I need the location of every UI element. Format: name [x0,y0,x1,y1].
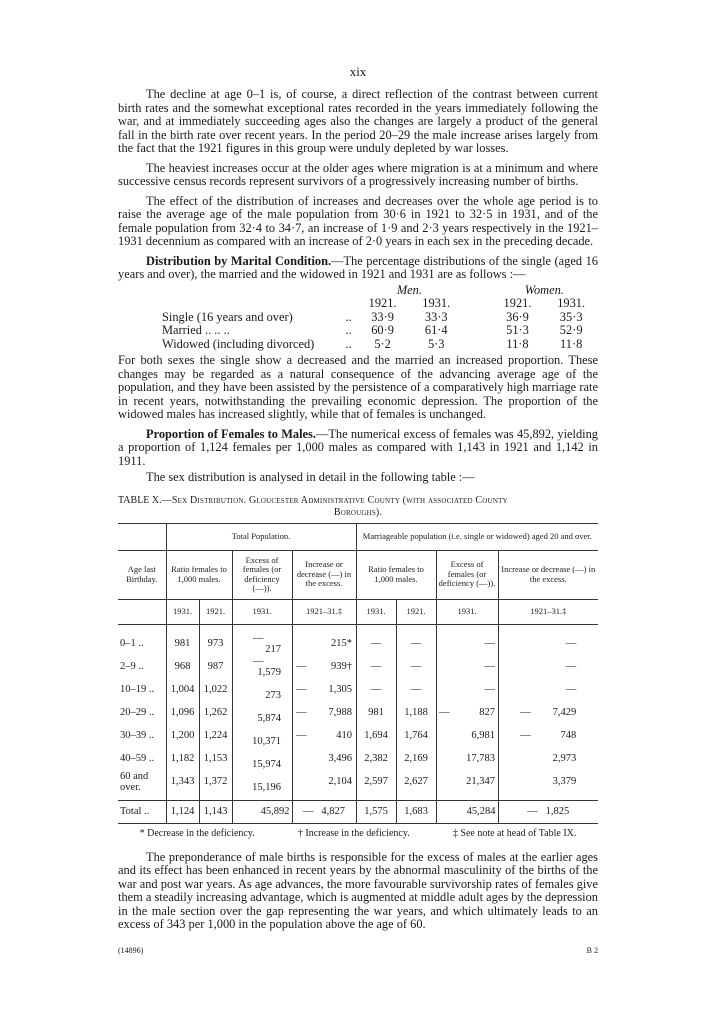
table-cell: 1,096 [166,702,199,725]
table-cell: 1,022 [199,679,232,702]
group-total-population: Total Population. [166,523,356,550]
table-cell: 973 [199,624,232,656]
table-row: Widowed (including divorced) .. 5·2 5·3 11·8 11·8 [162,336,583,351]
table-cell: 20–29 .. [118,702,166,725]
table-cell: — 939† [292,656,356,679]
table-row: Single (16 years and over) .. 33·9 33·3 36·9 35·3 [162,309,583,324]
table-cell: — [436,656,498,679]
table-cell: 1,200 [166,725,199,748]
table-cell: — 7,429 [520,707,577,719]
table-cell: 1,764 [396,725,436,748]
table-cell: 2,169 [396,748,436,771]
year-header: 1921. [368,296,397,310]
table-cell: 1,694 [356,725,396,748]
table-cell: 5,874 [232,702,292,725]
table-cell: 40–59 .. [118,748,166,771]
table-cell: 1,224 [199,725,232,748]
table-cell: 2,973 [552,753,577,765]
table-cell: — 410 [292,725,356,748]
table-cell: — [436,679,498,702]
table-title: —Sex Distribution. Gloucester Administrative County (with associated County [161,494,508,506]
table-cell: 1,188 [396,702,436,725]
table-cell: — 748 [520,730,577,742]
table-cell: 2,104 [292,771,356,794]
table-cell: 1,004 [166,679,199,702]
document-page [118,64,598,932]
paragraph-females [118,428,598,469]
paragraph-average-age: The effect of the distribution of increases and decreases over the whole age period is to raise the average age of the male population from 30·6 in 1921 to 32·5 in 1931, and of the female population from 32·4 to 34·7, an increase of 1·9 and 2·3 years respectively in the 1921–1931 decennium as compared with an increase of 2·0 years in each sex in the preceding decade. [118,193,598,248]
table-body [118,624,598,800]
table-cell: 1,343 [166,771,199,794]
table-cell: 1,153 [199,748,232,771]
table-cell: 981 [356,702,396,725]
table-cell: — [565,661,577,673]
table-row [118,656,598,679]
footnote-1: * Decrease in the deficiency. [139,827,255,839]
paragraph-table-intro: The sex distribution is analysed in detail in the following table :— [146,470,475,484]
table-cell: 215* [292,624,356,656]
table-row [118,624,598,656]
table-title-cont: Boroughs). [333,506,383,518]
table-row [118,771,598,794]
table-row [118,679,598,702]
group-marriageable: Marriageable population (i.e. single or widowed) aged 20 and over. [362,530,592,541]
table-row [118,725,598,748]
table-cell: 987 [199,656,232,679]
table-cell: — [565,684,577,696]
paragraph-marital [118,255,598,282]
table-cell: 1,182 [166,748,199,771]
marital-heading: Distribution by Marital Condition. [146,253,332,268]
sex-distribution-table: Total Population. Marriageable population (i.e. single or widowed) aged 20 and over. Age last Birthday. Ratio females to 1,000 males. Excess of females (or deficiency (—)). Increase or decrease (—) in the excess. Ratio females to 1,000 males. Excess of females (or deficiency (—)). Increase or decrease (—) in the excess. 1931. 1921. 1931. 1921–31.‡ 1931. 1921. 1931. 1921–31.‡ 0–1 .. 981 973 —217 215* — — — — 2–9 .. 968 987 —1,579 — 939† — — — — 10–19 .. 1,004 1,022 273 — 1,305 — — — — 20–29 .. 1,096 1,262 5,874 — 7,988 981 1,188 — 827 — 7,429 30–39 .. 1,200 1,224 10,371 — 410 1,694 1,764 6,981 — 748 40–59 .. 1,182 1,153 15,974 3,496 2,382 2,169 17,783 2,973 60 and over. 1,343 1,372 15,196 2,104 2,597 2,627 21,347 3,379 Total .. 1,124 1,143 45,892 — 4,827 1,575 1,683 45,284 — 1,825 [118,523,598,824]
table-cell: 17,783 [436,748,498,771]
table-cell: 60 and over. [118,771,166,794]
marital-text: —The percentage distributions of the single (aged 16 years and over), the married and the widowed in 1921 and 1931 are as follows :— [118,253,598,281]
table-cell: 1,262 [199,702,232,725]
table-cell: 273 [232,679,292,702]
women-label: Women. [524,282,564,297]
table-cell: 6,981 [436,725,498,748]
paragraph-marital-after: For both sexes the single show a decreased and the married an increased proportion. These changes may be regarded as a natural consequence of the advancing average age of the population, and they have been assisted by the persistence of a comparatively high marriage rate in recent years, notwithstanding the prevailing economic depression. The proportion of the widowed males has increased slightly, while that of females is unchanged. [118,353,598,421]
table-cell: 10,371 [232,725,292,748]
col-excess: Excess of females (or deficiency (—)). [232,550,292,599]
females-text: —The numerical excess of females was 45,892, yielding a proportion of 1,124 females per 1,000 males as compared with 1,143 in 1921 and 1,142 in 1911. [118,426,598,468]
col-excess: Excess of females (or deficiency (—)). [436,550,498,599]
table-cell: 15,196 [232,771,292,794]
table-cell: — [396,656,436,679]
table-cell: — 1,305 [292,679,356,702]
table-cell: — [396,679,436,702]
table-cell: — [396,624,436,656]
table-cell: — 7,988 [292,702,356,725]
marital-table [158,284,598,352]
table-cell: — [356,656,396,679]
table-cell: — [356,624,396,656]
table-cell: — [356,679,396,702]
col-increase: Increase or decrease (—) in the excess. [292,550,356,599]
table-cell: 3,379 [552,776,577,788]
paragraph-heaviest-increases: The heaviest increases occur at the older ages where migration is at a minimum and where successive census records represent survivors of a progressively increasing number of births. [118,160,598,188]
table-cell: 21,347 [436,771,498,794]
table-cell: 981 [166,624,199,656]
footnote-3: ‡ See note at head of Table IX. [452,827,577,839]
table-cell: — 827 [436,702,498,725]
year-header: 1931. [557,296,586,310]
paragraph-male-births: The preponderance of male births is responsible for the excess of males at the earlier ages and its effect has been enhanced in recent years by the abnormal masculinity of the births of the war and post war years. As age advances, the more favourable survivorship rates of females give them a steadily increasing advantage, which is augmented at middle adult ages by the depression in the male section over the gap representing the war years, and which ultimately leads to an excess of 343 per 1,000 in the population above the age of 60. [118,849,598,931]
table-cell: 2,597 [356,771,396,794]
table-cell: —1,579 [232,656,292,679]
table-cell: 10–19 .. [118,679,166,702]
table-cell: — [565,638,577,650]
table-footnotes [118,828,598,839]
col-ratio: Ratio females to 1,000 males. [356,550,436,599]
footer-code: (14896) [118,946,144,955]
females-heading: Proportion of Females to Males. [146,426,316,441]
table-cell: 2–9 .. [118,656,166,679]
table-cell: — [436,624,498,656]
table-row: Married .. .. .. .. 60·9 61·4 51·3 52·9 [162,323,583,337]
table-caption [118,495,598,519]
table-cell: 2,627 [396,771,436,794]
table-row-total: Total .. 1,124 1,143 45,892 — 4,827 1,575 1,683 45,284 — 1,825 [118,800,598,823]
table-row [118,748,598,771]
paragraph-age-decline: The decline at age 0–1 is, of course, a direct reflection of the contrast between current birth rates and the somewhat exceptional rates recorded in the years immediately following the war, and at immediately succeeding ages also the changes are largely a product of the general fall in the birth rate over recent years. In the period 20–29 the male increase arises largely from the fact that the 1921 figures in this group were unduly depleted by war losses. [118,87,598,155]
table-cell: 0–1 .. [118,624,166,656]
table-label: TABLE X. [118,494,162,506]
table-cell: 2,382 [356,748,396,771]
col-age: Age last Birthday. [118,550,166,599]
page-number: xix [349,64,367,79]
footnote-2: † Increase in the deficiency. [297,827,410,839]
men-label: Men. [396,282,422,297]
table-row [118,702,598,725]
year-header: 1921. [503,296,532,310]
col-ratio: Ratio females to 1,000 males. [166,550,232,599]
table-cell: —217 [232,624,292,656]
table-cell: 3,496 [292,748,356,771]
year-header: 1931. [422,296,451,310]
table-cell: 30–39 .. [118,725,166,748]
footer-signature: B 2 [586,946,598,955]
col-increase: Increase or decrease (—) in the excess. [501,564,596,584]
page-footer [118,946,598,955]
table-cell: 15,974 [232,748,292,771]
table-cell: 1,372 [199,771,232,794]
table-cell: 968 [166,656,199,679]
